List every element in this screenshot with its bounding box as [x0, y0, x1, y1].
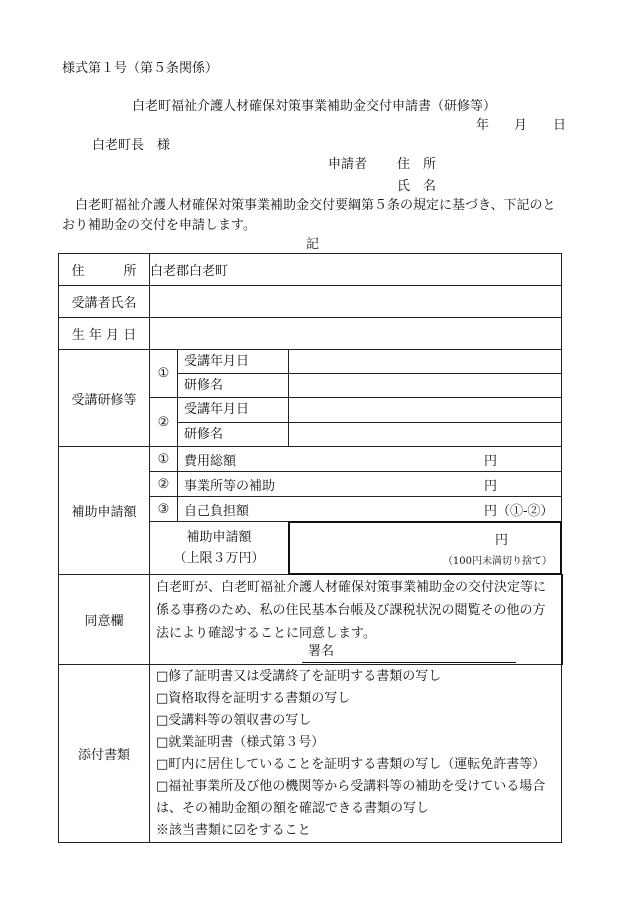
date-month: 月	[514, 118, 528, 133]
attachment-note: ※該当書類に☑をすること	[156, 823, 311, 838]
attachments-label: 添付書類	[59, 665, 150, 843]
date-year: 年	[476, 118, 490, 133]
attachment-item[interactable]: □資格取得を証明する書類の写し	[156, 691, 351, 706]
training-date-field[interactable]	[288, 398, 561, 422]
attachment-item[interactable]: □福祉事業所及び他の機関等から受講料等の補助を受けている場合	[156, 779, 546, 794]
intro-text-line1: 白老町福祉介護人材確保対策事業補助金交付要綱第５条の規定に基づき、下記のと	[62, 198, 556, 213]
trainee-name-label: 受講者氏名	[59, 286, 150, 318]
training-name-field[interactable]	[288, 374, 561, 397]
applicant-label: 申請者	[328, 157, 368, 172]
subsidy-amount-field[interactable]: 円	[484, 478, 498, 494]
request-limit: （上限３万円）	[173, 551, 265, 566]
request-row	[150, 522, 561, 574]
request-unit: 円	[495, 533, 509, 548]
birth-date-label: 生 年 月 日	[59, 318, 150, 350]
training-date-label: 受講年月日	[184, 402, 250, 417]
attachment-item[interactable]: □受講料等の領収書の写し	[156, 713, 312, 728]
applicant-name-label: 氏 名	[397, 179, 437, 194]
request-label: 補助申請額	[186, 530, 252, 545]
subsidy-row	[150, 447, 561, 472]
consent-text-line3: 法により確認することに同意します。	[156, 626, 376, 641]
training-name-label: 研修名	[184, 427, 224, 442]
signature-label: 署名	[308, 644, 335, 659]
request-note: （100円未満切り捨て）	[442, 556, 552, 567]
application-table	[58, 253, 563, 843]
attachment-item[interactable]: □修了証明書又は受講終了を証明する書類の写し	[156, 669, 442, 684]
trainee-name-field[interactable]	[150, 286, 562, 318]
subsidy-label: 補助申請額	[59, 447, 150, 575]
training-label: 受講研修等	[59, 350, 150, 447]
address-value[interactable]: 白老郡白老町	[150, 254, 562, 286]
subsidy-breakdown	[150, 447, 561, 574]
subsidy-row	[150, 497, 561, 522]
training-item	[150, 398, 561, 446]
signature-line	[302, 662, 516, 663]
consent-text-line1: 白老町が、白老町福祉介護人材確保対策事業補助金の交付決定等に	[156, 580, 547, 595]
subsidy-item-label: 事業所等の補助	[184, 478, 276, 494]
form-number: 様式第１号（第５条関係）	[62, 61, 219, 76]
consent-label: 同意欄	[59, 575, 150, 665]
date-day: 日	[553, 118, 567, 133]
subsidy-number: ②	[150, 472, 178, 496]
training-number: ②	[150, 398, 178, 446]
document-title: 白老町福祉介護人材確保対策事業補助金交付申請書（研修等）	[132, 99, 497, 114]
request-amount-box[interactable]	[288, 521, 562, 575]
consent-text-line2: 係る事務のため、私の住民基本台帳及び課税状況の閲覧その他の方	[156, 603, 546, 618]
addressee: 白老町長 様	[92, 138, 171, 153]
attachment-item[interactable]: □町内に居住していることを証明する書類の写し（運転免許書等）	[156, 757, 546, 772]
signature-area[interactable]	[150, 645, 561, 664]
intro-text-line2: おり補助金の交付を申請します。	[62, 218, 256, 233]
training-name-label: 研修名	[184, 378, 224, 393]
training-name-field[interactable]	[288, 423, 561, 446]
applicant-address-label: 住 所	[397, 157, 437, 172]
subsidy-amount-field[interactable]: 円	[484, 453, 498, 469]
subsidy-item-label: 費用総額	[184, 453, 237, 469]
subsidy-item-label: 自己負担額	[184, 503, 250, 519]
birth-date-field[interactable]	[150, 318, 562, 350]
subsidy-number: ③	[150, 497, 178, 521]
training-date-field[interactable]	[288, 350, 561, 373]
ki-heading: 記	[306, 237, 320, 252]
attachment-item-continued: は、その補助金額の額を確認できる書類の写し	[156, 801, 430, 816]
subsidy-number: ①	[150, 447, 178, 471]
training-number: ①	[150, 350, 178, 397]
subsidy-amount-field[interactable]: 円（①-②）	[484, 503, 554, 519]
training-item	[150, 350, 561, 398]
address-label: 住 所	[59, 254, 150, 286]
subsidy-row	[150, 472, 561, 497]
attachment-item[interactable]: □就業証明書（様式第３号）	[156, 735, 325, 750]
training-date-label: 受講年月日	[184, 354, 250, 369]
training-list	[150, 350, 561, 446]
